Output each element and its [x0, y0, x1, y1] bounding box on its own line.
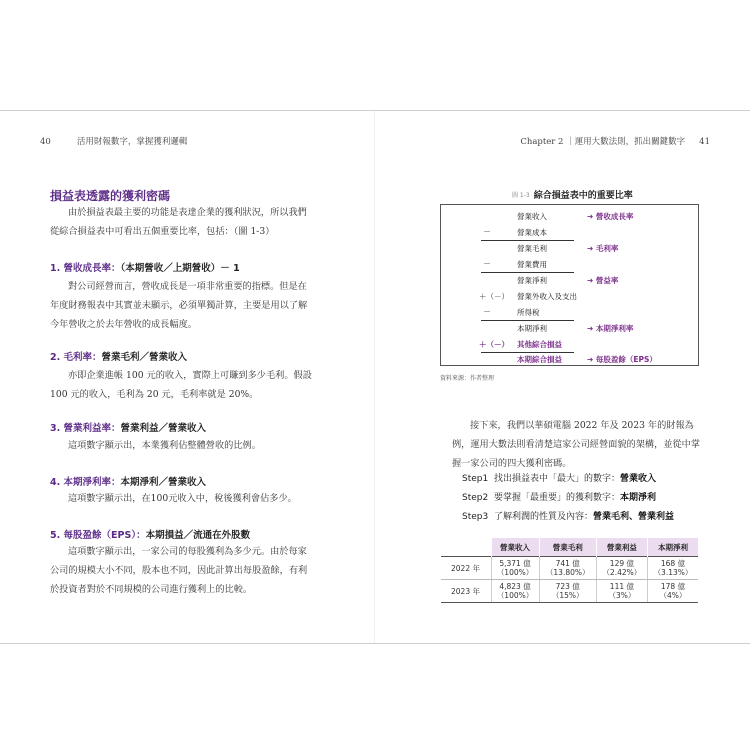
left-page-number: 40 [40, 137, 51, 147]
item-4-formula: 本期淨利／營業收入 [120, 477, 207, 488]
right-page-number: 41 [699, 137, 710, 147]
income-statement-figure [440, 204, 699, 366]
left-running-head [40, 135, 187, 147]
fig-row-operator: － [483, 259, 491, 268]
fig-row-arrow: ➔ 營益率 [587, 276, 619, 285]
fig-row-arrow: ➔ 毛利率 [587, 244, 619, 253]
figure-number: 圖 1-3 [512, 192, 530, 199]
table-header-cell: 營業毛利 [539, 538, 596, 557]
table-row [441, 557, 699, 580]
step-emphasis: 本期淨利 [619, 493, 656, 503]
step-emphasis: 營業毛利、營業利益 [592, 512, 674, 522]
fig-row-label: 營業外收入及支出 [517, 292, 577, 301]
table-year-cell: 2023 年 [441, 580, 492, 603]
step-text: 要掌握「最重要」的獲利數字： [493, 493, 620, 503]
table-cell: 111 億 （3%） [596, 580, 647, 603]
item-3-formula: 營業利益／營業收入 [120, 423, 207, 434]
book-spread [0, 110, 750, 644]
table-cell: 129 億 （2.42%） [596, 557, 647, 580]
item-3-heading [50, 420, 206, 434]
fig-row-label: 所得稅 [517, 308, 540, 317]
item-5-body: 這項數字顯示出，一家公司的每股獲利為多少元。由於每家公司的規模大小不同，股本也不同，因此計算出每股盈餘，有利於投資者對於不同規模的公司進行獲利上的比較。 [50, 546, 308, 595]
page-gutter [374, 111, 375, 643]
right-running-title: Chapter 2 ｜運用大數法則，抓出關鍵數字 [520, 137, 686, 147]
item-4-heading [50, 474, 206, 488]
left-running-title: 活用財報數字，掌握獲利邏輯 [76, 137, 188, 147]
item-2-body: 亦即企業進帳 100 元的收入，實際上可賺到多少毛利。假設 100 元的收入，毛利為 20 元，毛利率就是 20%。 [50, 370, 312, 400]
intro-paragraph: 由於損益表最主要的功能是表達企業的獲利狀況，所以我們從綜合損益表中可看出五個重要比率，包括：（圖 1-3） [50, 207, 307, 237]
fig-row-operator: ＋（－） [479, 292, 509, 301]
fig-row-operator: ＋（－） [479, 340, 509, 349]
right-paragraph: 接下來，我們以華碩電腦 2022 年及 2023 年的財報為例，運用大數法則看清楚這家公司經營面貌的架構，並從中掌握一家公司的四大獲利密碼。 [452, 420, 701, 469]
fig-row-arrow: ➔ 營收成長率 [587, 212, 634, 221]
fig-row-label: 營業收入 [517, 212, 547, 221]
table-header-cell: 營業利益 [596, 538, 647, 557]
fig-row-arrow: ➔ 每股盈餘（EPS） [587, 355, 657, 364]
fig-divider [481, 272, 574, 273]
section-title: 損益表透露的獲利密碼 [50, 189, 171, 203]
step-emphasis: 營業收入 [619, 474, 656, 484]
item-1-formula: （本期營收／上期營收）－ 1 [120, 263, 240, 274]
fig-row-label: 本期綜合損益 [517, 355, 562, 364]
right-running-head [520, 135, 710, 147]
table-cell: 168 億 （3.13%） [647, 557, 698, 580]
fig-divider [481, 240, 574, 241]
table-cell: 4,823 億 （100%） [491, 580, 539, 603]
step-2 [462, 490, 656, 503]
item-1-heading [50, 260, 240, 274]
fig-row-operator: － [483, 307, 491, 316]
financial-table [440, 538, 698, 603]
table-year-cell: 2022 年 [441, 557, 492, 580]
fig-row-label: 營業毛利 [517, 244, 547, 253]
fig-divider [481, 352, 574, 353]
step-label: Step3 [462, 512, 489, 522]
item-3-body: 這項數字顯示出，本業獲利佔整體營收的比例。 [68, 440, 261, 451]
table-row [441, 580, 699, 603]
step-text: 了解利潤的性質及內容： [493, 512, 593, 522]
item-5-heading [50, 527, 250, 541]
table-cell: 723 億 （15%） [539, 580, 596, 603]
fig-divider [481, 320, 574, 321]
step-1 [462, 471, 656, 484]
fig-row-label: 營業費用 [517, 260, 547, 269]
item-4-label: 4. 本期淨利率： [50, 477, 121, 488]
item-5-label: 5. 每股盈餘（EPS）： [50, 530, 146, 541]
item-4-body: 這項數字顯示出，在100元收入中，稅後獲利會佔多少。 [68, 493, 297, 504]
table-cell: 178 億 （4%） [647, 580, 698, 603]
step-label: Step1 [462, 474, 489, 484]
figure-source: 資料來源：作者整理 [440, 375, 495, 382]
step-text: 找出損益表中「最大」的數字： [493, 474, 620, 484]
figure-title: 綜合損益表中的重要比率 [533, 191, 633, 201]
fig-row-label: 營業成本 [517, 228, 547, 237]
table-cell: 741 億 （13.80%） [539, 557, 596, 580]
figure-caption [512, 188, 633, 201]
table-header-cell [441, 538, 492, 557]
table-header-cell: 本期淨利 [647, 538, 698, 557]
item-5-formula: 本期損益／流通在外股數 [145, 530, 251, 541]
item-3-label: 3. 營業利益率： [50, 423, 121, 434]
fig-row-label: 營業淨利 [517, 276, 547, 285]
fig-row-label: 其他綜合損益 [517, 340, 562, 349]
item-2-label: 2. 毛利率： [50, 352, 102, 363]
step-label: Step2 [462, 493, 489, 503]
fig-row-operator: － [483, 227, 491, 236]
table-cell: 5,371 億 （100%） [491, 557, 539, 580]
fig-row-arrow: ➔ 本期淨利率 [587, 324, 634, 333]
item-1-body: 對公司經營而言，營收成長是一項非常重要的指標。但是在年度財務報表中其實並未顯示，必須單獨計算，主要是用以了解今年營收之於去年營收的成長幅度。 [50, 281, 308, 330]
table-header-row [441, 538, 699, 557]
item-2-formula: 營業毛利／營業收入 [101, 352, 188, 363]
item-1-label: 1. 營收成長率： [50, 263, 121, 274]
fig-row-label: 本期淨利 [517, 324, 547, 333]
step-3 [462, 509, 674, 522]
item-2-heading [50, 349, 187, 363]
table-header-cell: 營業收入 [491, 538, 539, 557]
